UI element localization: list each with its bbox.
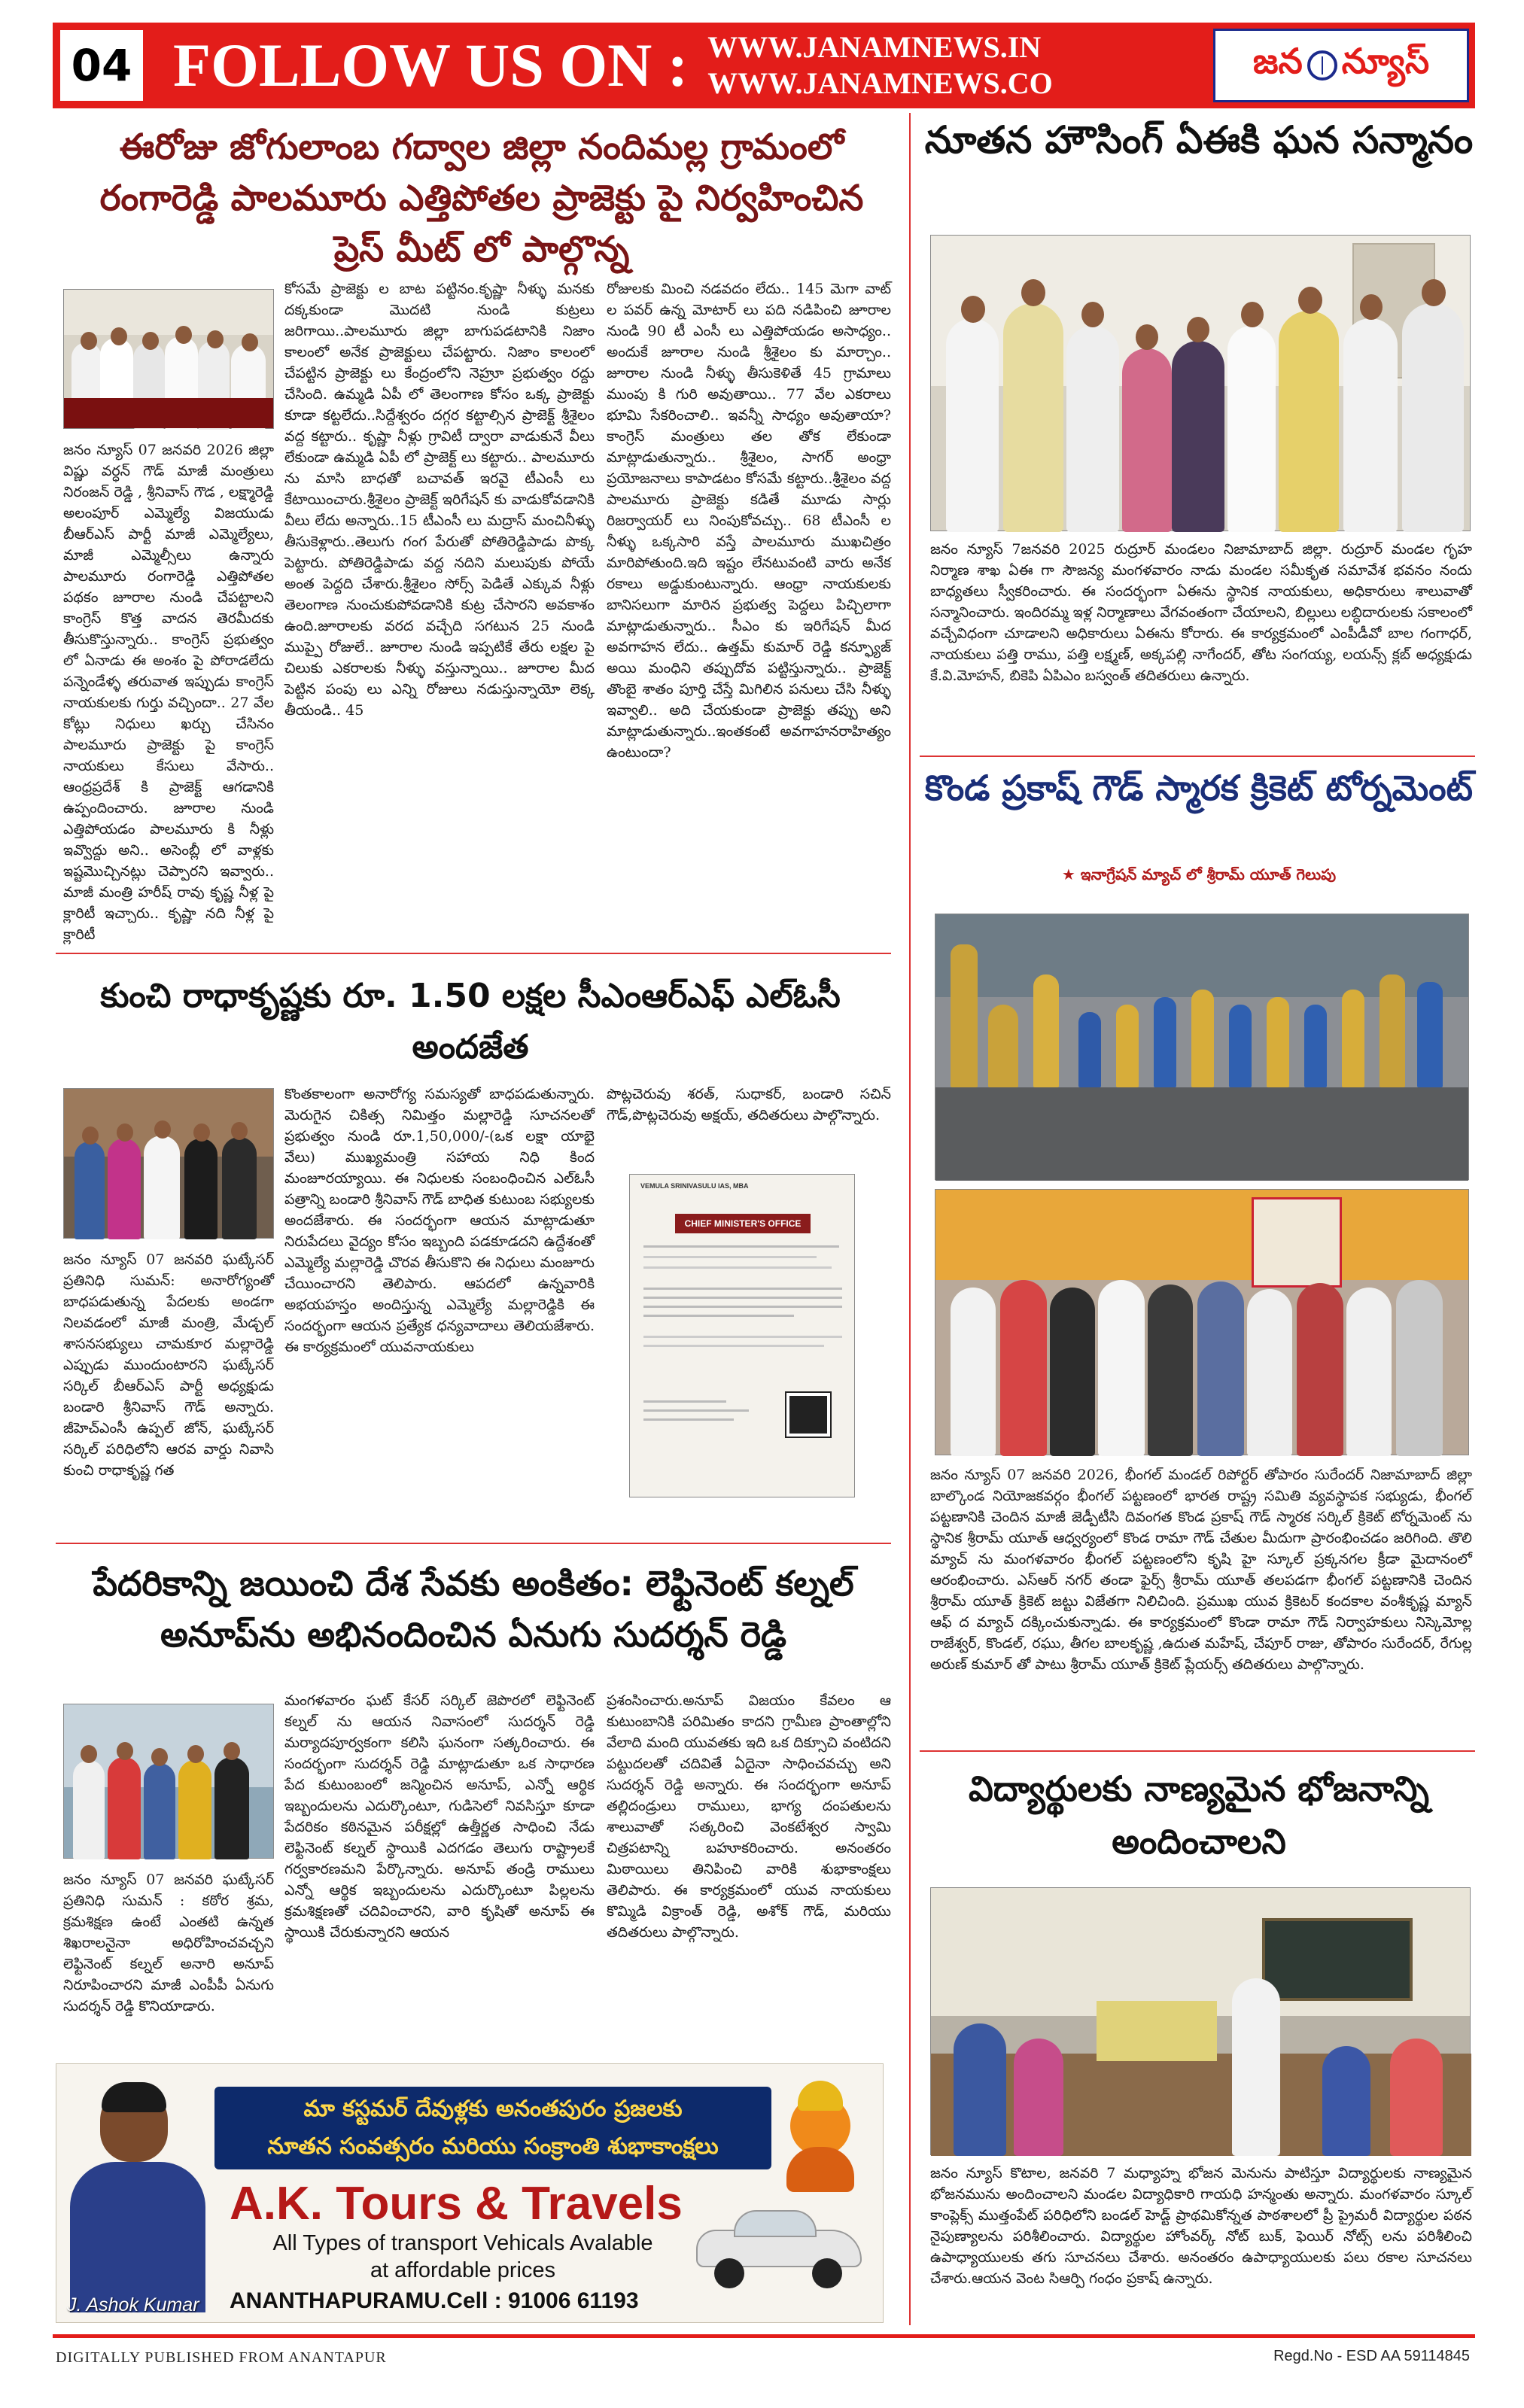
ad-tagline-2: at affordable prices bbox=[370, 2258, 556, 2282]
janam-news-logo bbox=[1213, 29, 1469, 102]
qr-code-icon bbox=[786, 1393, 830, 1437]
letter-heading: CHIEF MINISTER'S OFFICE bbox=[675, 1214, 811, 1233]
right3-caption: జనం న్యూస్ కొటాల, జనవరి 7 మధ్యాహ్న భోజన మెనును పాటిస్తూ విద్యార్థులకు నాణ్యమైన భోజనమును అందించాలని మండల విద్యాధికారి గాయధి హన్మంతు అన్నారు. మంగళవారం స్కూల్ కాంప్లెక్స్ ముత్తంపేట్ పరిధిలోని బండల్ హెడ్ట్ ప్రాథమికోన్నత పాఠశాలలో ప్రీ ప్రైమరీ విద్యార్థుల పఠన నైపుణ్యాలను పరిశీలించారు. విద్యార్థుల హోంవర్క్ నోట్ బుక్, ఫెయిర్ నోట్స్ లను పరిశీలించి ఉపాధ్యాయులకు తగు సూచనలు చేశారు. అనంతరం ఉపాధ్యాయులకు పలు రకాల సూచనలు చేశారు.ఆయన వెంట సిఆర్పి గంధం ప్రకాష్ ఉన్నారు. bbox=[930, 2165, 1472, 2287]
article2-cmrf-handover-photo bbox=[63, 1088, 274, 1239]
right1-housing-ae-felicitation-photo bbox=[930, 235, 1471, 531]
footer-publisher: DIGITALLY PUBLISHED FROM ANANTAPUR bbox=[56, 2349, 387, 2366]
article1-col3: రోజులకు మించి నడవదం లేదు.. 145 మెగా వాట్ ల పవర్ ఉన్న మోటార్ లు పది నడిపించి జూరాల నుండి 90 టీ ఎంసీ లు ఎత్తిపోయడం అసాధ్యం.. అందుకే జూరాల నుండి శ్రీశైలం కు మార్చాం.. జూరాల నుండి నీళ్ళు తీసుకెళితే 45 గ్రామాలు ముంపు కి గురి అవుతాయి.. 77 వేల ఎకరాలు భూమి సేకరించాలి.. ఇవన్నీ సాధ్యం అవుతాయా?కాంగ్రెస్ మంత్రులు తల తోక లేకుండా మాట్లాడుతున్నారు.. శ్రీశైలం, సాగర్ అంధ్రా ప్రయోజనాలు కాపాడటం కోసమే కట్టారు..శ్రీశైలం వద్ద పాలమూరు ప్రాజెక్టు కడితే మూడు సార్లు రిజర్వాయర్ లు నింపుకోవచ్చు.. 68 టీఎంసీ ల నీళ్ళు ఒక్కసారి వస్తే పాలమూరు ముఖచిత్రం మారిపోతుంది.ఇది ఇష్టం లేనటువంటి వారు అనేక రకాలు అడ్డుకుంటున్నారు. ఆంధ్రా నాయకులకు బానిసలుగా మారిన ప్రభుత్వ పెద్దలు పిచ్చిలాగా మాట్లాడుతున్నారు.. సీఎం కు ఇరిగేషన్ మీద అవగాహన లేదు.. ఉత్తమ్ కుమార్ రెడ్డి కన్ఫ్యూజ్ అయి మంధిని తప్పుదోవ పట్టిస్తున్నారు.. ప్రాజెక్ట్ తొంబై శాతం పూర్తి చేస్తే మిగిలిన పనులు చేసి నీళ్ళు ఇవ్వాలి.. అది చేయకుండా ప్రాజెక్టు తప్పు అని మాట్లాడుతున్నారు..ఇంతకంటే అవగాహనరాహిత్యం ఉంటుందా? bbox=[607, 281, 891, 761]
article3-felicitation-photo bbox=[63, 1704, 274, 1859]
letter-org: VEMULA SRINIVASULU IAS, MBA bbox=[640, 1182, 749, 1190]
logo-text-right: న్యూస్ bbox=[1341, 41, 1430, 81]
right1-headline: నూతన హౌసింగ్ ఏఈకి ఘన సన్మానం bbox=[924, 118, 1474, 162]
ad-greeting-banner bbox=[214, 2087, 771, 2169]
ashoka-chakra-icon bbox=[1307, 50, 1337, 81]
article3-headline: పేదరికాన్ని జయించి దేశ సేవకు అంకితం: లెఫ్టినెంట్ కల్నల్ అనూప్‌ను అభినందించిన ఏనుగు సుదర్శన్ రెడ్డి bbox=[93, 1563, 854, 1655]
right3-headline: విద్యార్థులకు నాణ్యమైన భోజనాన్ని అందించాలని bbox=[969, 1768, 1429, 1862]
ak-tours-advertisement[interactable] bbox=[56, 2063, 884, 2323]
right3-classroom-photo bbox=[930, 1887, 1471, 2155]
ad-tagline-1: All Types of transport Vehicals Avalable bbox=[272, 2231, 653, 2255]
website-url-in[interactable]: WWW.JANAMNEWS.IN bbox=[707, 30, 1042, 64]
article1-col2: కోసమే ప్రాజెక్టు ల బాట పట్టినం.కృష్ణా నీళ్ళు మనకు దక్కకుండా మొదటి నుండి కుట్రలు జరిగాయి..పాలమూరు జిల్లా బాగుపడటానికి నిజాం కాలంలో అనేక ప్రాజెక్టులు చేపట్టారు. నిజాం కాలంలో చేపట్టిన ప్రాజెక్టు లు కేంద్రంలోని నెహ్రూ ప్రభుత్వం రద్దు చేసింది. ఉమ్మడి ఏపీ లో తెలంగాణ కోసం ఒక్క ప్రాజెక్టు కూడా కట్టలేదు..సిద్దేశ్వరం దగ్గర కట్టాల్సిన ప్రాజెక్ట్ శ్రీశైలం వద్ద కట్టారు.. కృష్ణా నీళ్లు గ్రావిటీ ద్వారా వాడుకునే వీలు లేకుండా ఉమ్మడి ఏపీ లో ప్రాజెక్ట్ లు కట్టారు.. పాలమూరు ను మాసి బాధతో బచావత్ ఇరవై టీఎంసీ లు కేటాయించారు.శ్రీశైలం ప్రాజెక్ట్ ఇరిగేషన్ కు వాడుకోవడానికి వీలు లేదు అన్నారు..15 టీఎంసీ లు మద్రాస్ మంచినీళ్ళు తీసుకెళ్లారు..తెలుగు గంగ పేరుతో పోతిరెడ్డిపాడు పొక్క పెట్టారు. పోతిరెడ్డిపాడు వద్ద నదిని మలుపుకు పోయే అంత పెద్దది చేశారు.శ్రీశైలం సోర్స్ పెడితే ఎక్కువ నీళ్లు తెలంగాణ నుంచుకుపోవడానికి కుట్ర చేసారని అవకాశం ఉంది.జూరాలకు వరద వచ్చేది సగటున 25 నుండి ముప్పై రోజులే.. జూరాల నుండి ఇప్పటికే తేరు లక్షల పై చిలుకు ఎకరాలకు నీళ్ళు వస్తున్నాయి.. జూరాల మీద పెట్టిన పంపు లు ఎన్ని రోజులు నడుస్తున్నాయో లెక్క తీయండి.. 45 bbox=[284, 281, 595, 719]
follow-us-label: FOLLOW US ON : bbox=[173, 31, 689, 99]
ganesha-icon bbox=[779, 2081, 862, 2194]
ad-phone-number[interactable]: ANANTHAPURAMU.Cell : 91006 61193 bbox=[230, 2288, 639, 2313]
section-divider bbox=[920, 756, 1475, 757]
website-url-co[interactable]: WWW.JANAMNEWS.CO bbox=[707, 66, 1053, 100]
website-urls bbox=[707, 29, 1053, 102]
article3-col2: మంగళవారం ఘట్ కేసర్ సర్కిల్ జెపొరలో లెఫ్టినెంట్ కల్నల్ ను ఆయన నివాసంలో సుదర్శన్ రెడ్డి మర్యాదపూర్వకంగా కలిసి ఘనంగా సత్కరించారు. ఈ సందర్భంగా సుదర్శన్ రెడ్డి మాట్లాడుతూ ఒక సాధారణ పేద కుటుంబంలో జన్మించిన అనూప్, ఎన్నో ఆర్థిక ఇబ్బందులను ఎదుర్కొంటూ, గుడిసెలో నివసిస్తూ కూడా పేదరికం కఠినమైన పరీక్షల్లో ఉత్తీర్ణత సాధించి నేడు లెఫ్టినెంట్ కల్నల్ స్థాయికి ఎదగడం తెలుగు రాష్ట్రాలకే గర్వకారణమని పేర్కొన్నారు. అనూప్ తండ్రి రాములు ఎన్నో ఆర్థిక ఇబ్బందులను ఎదుర్కొంటూ పిల్లలను క్రమశిక్షణతో చదివించారని, వారి కృషితో అనూప్ ఈ స్థాయికి చేరుకున్నారని ఆయన bbox=[284, 1692, 595, 1941]
footer-rule bbox=[53, 2334, 1475, 2338]
right2-cricket-team-photo bbox=[935, 1189, 1469, 1455]
masthead-banner bbox=[53, 23, 1475, 108]
section-divider bbox=[920, 1750, 1475, 1752]
advertiser-name: J. Ashok Kumar bbox=[67, 2294, 199, 2315]
footer-registration: Regd.No - ESD AA 59114845 bbox=[1273, 2348, 1470, 2364]
section-divider bbox=[56, 953, 891, 954]
ad-greeting-line-1: మా కస్టమర్ దేవుళ్లకు అనంతపురం ప్రజలకు bbox=[303, 2096, 683, 2122]
right1-caption: జనం న్యూస్ 7జనవరి 2025 రుద్రూర్ మండలం నిజామాబాద్ జిల్లా. రుద్రూర్ మండల గృహ నిర్మాణ శాఖ ఏఈ గా సౌజన్య మంగళవారం నాడు మండల సమీకృత సమావేశ భవనం నందు బాధ్యతలు స్వీకరించారు. ఈ సందర్భంగా ఏఈను స్థానిక నాయకులు, అధికారులు శాలువాతో సన్మానించారు. ఇందిరమ్మ ఇళ్ల నిర్మాణాలు వేగవంతంగా చేయాలని, బిల్లులు లబ్ధిదారులకు సకాలంలో వచ్చేవిధంగా చూడాలని అధికారులు ఏఈను కోరారు. ఈ కార్యక్రమంలో ఎంపీడీవో బాల గంగాధర్, నాయకులు పత్తి రాము, పత్తి లక్ష్మణ్, అక్కపల్లి నాగేందర్, తోట సంగయ్య, లయన్స్ క్లబ్ అధ్యక్షుడు కే.వి.మోహన్, బికెపి ఏపిఎం బస్వంత్ తదితరులు ఉన్నారు. bbox=[930, 541, 1472, 684]
right2-trophies-photo bbox=[935, 914, 1469, 1180]
article2-col2: కొంతకాలంగా అనారోగ్య సమస్యతో బాధపడుతున్నారు. మెరుగైన చికిత్స నిమిత్తం మల్లారెడ్డి సూచనలతో ప్రభుత్వం నుండి రూ.1,50,000/-(ఒక లక్షా యాభై వేలు) ముఖ్యమంత్రి సహాయ నిధి కింద మంజూరయ్యాయి. ఈ నిధులకు సంబంధించిన ఎల్ఓసీ పత్రాన్ని బండారి శ్రీనివాస్ గౌడ్ బాధిత కుటుంబ సభ్యులకు అందజేశారు. ఈ సందర్భంగా ఆయన మాట్లాడుతూ నిరుపేదలు వైద్యం కోసం ఇబ్బంది పడకూడదని ఉద్దేశంతో ఎమ్మెల్యే మల్లారెడ్డి చొరవ తీసుకొని ఈ నిధులు మంజూరు చేయించారని తెలిపారు. ఆపదలో ఉన్నవారికి అభయహస్తం అందిస్తున్న ఎమ్మెల్యే మల్లారెడ్డికి ఈ సందర్భంగా ఆయన ప్రత్యేక ధన్యవాదాలు తెలియజేశారు. ఈ కార్యక్రమంలో యువనాయకులు bbox=[284, 1086, 595, 1355]
ad-greeting-line-2: నూతన సంవత్సరం మరియు సంక్రాంతి శుభాకాంక్షలు bbox=[267, 2133, 719, 2160]
right2-headline: కొండ ప్రకాష్ గౌడ్ స్మారక క్రికెట్ టోర్నమెంట్ bbox=[924, 768, 1474, 808]
article2-headline: కుంచి రాధాకృష్ణకు రూ. 1.50 లక్షల సీఎంఆర్ఎఫ్ ఎల్ఓసీ అందజేత bbox=[100, 977, 841, 1066]
page-number: 04 bbox=[60, 30, 143, 101]
advertiser-photo bbox=[70, 2079, 205, 2312]
article2-col1: జనం న్యూస్ 07 జనవరి ఘట్కేసర్ ప్రతినిధి సుమన్: అనారోగ్యంతో బాధపడుతున్న పేదలకు అండగా నిలవడంలో మాజీ మంత్రి, మేడ్చల్ శాసనసభ్యులు చామకూర మల్లారెడ్డి ఎప్పుడు ముందుంటారని ఘట్కేసర్ సర్కిల్ బీఆర్ఎస్ పార్టీ అధ్యక్షుడు బండారి శ్రీనివాస్ గౌడ్ అన్నారు. జీహెచ్ఎంసీ ఉప్పల్ జోన్, ఘట్కేసర్ సర్కిల్ పరిధిలోని ఆరవ వార్డు నివాసి కుంచి రాధాకృష్ణ గత bbox=[63, 1251, 274, 1479]
ad-business-title: A.K. Tours & Travels bbox=[230, 2178, 683, 2230]
article2-col3: పొట్లచెరువు శరత్, సుధాకర్, బండారి సచిన్ గౌడ్,పొట్లచెరువు అక్షయ్, తదితరులు పాల్గొన్నారు. bbox=[607, 1086, 891, 1123]
section-divider bbox=[56, 1543, 891, 1544]
right2-subhead: ★ ఇనాగ్రేషన్ మ్యాచ్ లో శ్రీరామ్ యూత్ గెలుపు bbox=[1061, 865, 1337, 883]
right2-caption: జనం న్యూస్ 07 జనవరి 2026, భీంగల్ మండల్ రిపోర్టర్ తోపారం సురేందర్ నిజామాబాద్ జిల్లా బాల్కొండ నియోజకవర్గం భీంగల్ పట్టణంలో భారత రాష్ట్ర సమితి వ్యవస్థాపక సభ్యుడు, భీంగల్ పట్టణానికి చెందిన మాజీ జెడ్పీటీసి దివంగత కొండ ప్రకాష్ గౌడ్ స్మారక సర్కిల్ క్రికెట్ టోర్నమెంట్ ను స్థానిక శ్రీరామ్ యూత్ ఆధ్వర్యంలో కొండ రామా గౌడ్ చేతుల మీదుగా ప్రారంభించడం జరిగింది. తొలి మ్యాచ్ ను మంగళవారం భీంగల్ పట్టణంలోని కృషి హై స్కూల్ ప్రక్కనగల క్రీడా మైదానంలో ఆరంభించారు. ఎస్ఆర్ నగర్ తండా ఫైర్స్ శ్రీరామ్ యూత్ తలపడగా భీంగల్ పట్టణానికి చెందిన శ్రీరామ్ యూత్ క్రికెట్ జట్టు విజేతగా నిలిచింది. ప్రముఖ యువ క్రికెటర్ కందకాల వంశీకృష్ణ మ్యాన్ ఆఫ్ ద మ్యాచ్ దక్కించుకున్నాడు. ఈ కార్యక్రమంలో కొండా రామా గౌడ్ నిర్వాహకులు నిస్కెమోల్ల రాజేశ్వర్, కొండల్, రఘు, తీగల బాలకృష్ణ ,ఉదుత మహేష్, చేపూర్ రాజు, తోపారం సురేందర్, రేగుల్ల అరుణ్ కుమార్ తో పాటు శ్రీరామ్ యూత్ క్రికెట్ ప్లేయర్స్ తదితరులు పాల్గొన్నారు. bbox=[930, 1467, 1472, 1673]
column-divider bbox=[909, 113, 911, 2325]
article1-col1: జనం న్యూస్ 07 జనవరి 2026 జిల్లా విష్ణు వర్ధన్ గౌడ్ మాజీ మంత్రులు నిరంజన్ రెడ్డి , శ్రీనివాస్ గౌడ , లక్ష్మారెడ్డి అలంపూర్ ఎమ్మెల్యే విజయుడు బీఆర్ఎస్ పార్టీ మాజీ ఎమ్మెల్యేలు, మాజీ ఎమ్మెల్సీలు ఉన్నారు పాలమూరు రంగారెడ్డి ఎత్తిపోతల పథకం జూరాల నుండి చేపట్టాలని కాంగ్రెస్ కొత్త వాదన తెరమీదకు తీసుకొస్తున్నారు.. కాంగ్రెస్ ప్రభుత్వం లో ఏనాడు ఈ అంశం పై పోరాడలేదు పన్నెండేళ్ళ తరువాత ఇప్పుడు కాంగ్రెస్ నాయకులకు గుర్తు వచ్చిందా.. 27 వేల కోట్లు నిధులు ఖర్చు చేసినం పాలమూరు ప్రాజెక్టు పై కాంగ్రెస్ నాయకులు కేసులు వేసారు.. ఆంధ్రప్రదేశ్ కి ప్రాజెక్ట్ ఆగడానికి ఉప్పందించారు. జూరాల నుండి ఎత్తిపోయడం పాలమూరు కి నీళ్లు ఇవ్వొద్దు అని.. అసెంబ్లీ లో వాళ్లకు ఇష్టమొచ్చినట్లు చెప్పారని ఇవ్వారు.. మాజీ మంత్రి హరీష్ రావు కృష్ణ నీళ్ల పై క్లారిటీ ఇచ్చారు.. కృష్ణా నది నీళ్ల పై క్లారిటీ bbox=[63, 442, 274, 943]
car-icon bbox=[689, 2200, 869, 2290]
article3-col1: జనం న్యూస్ 07 జనవరి ఘట్కేసర్ ప్రతినిధి సుమన్ : కఠోర శ్రమ, క్రమశిక్షణ ఉంటే ఎంతటి ఉన్నత శిఖరాలనైనా అధిరోహించవచ్చని లెఫ్టినెంట్ కల్నల్ అనారి అనూప్ నిరూపించారని మాజీ ఎంపీపీ ఏనుగు సుదర్శన్ రెడ్డి కొనియాడారు. bbox=[63, 1871, 274, 2014]
article3-col3: ప్రశంసించారు.అనూప్ విజయం కేవలం ఆ కుటుంబానికి పరిమితం కాదని గ్రామీణ ప్రాంతాల్లోని వేలాది మంది యువతకు ఇది ఒక దిక్సూచి వంటిదని పట్టుదలతో చదివితే ఏదైనా సాధించవచ్చు అని సుదర్శన్ రెడ్డి అన్నారు. ఈ సందర్భంగా అనూప్ తల్లిదండ్రులు రాములు, భాగ్య దంపతులను శాలువాతో సత్కరించి వెంకటేశ్వర స్వామి చిత్రపటాన్ని బహూకరించారు. అనంతరం మిఠాయిలు తినిపించి వారికి శుభాకాంక్షలు తెలిపారు. ఈ కార్యక్రమంలో యువ నాయకులు కొమ్మిడి విక్రాంత్ రెడ్డి, అశోక్ గౌడ్, మరియు తదితరులు పాల్గొన్నారు. bbox=[607, 1692, 891, 1941]
article2-cmo-letter-image bbox=[629, 1174, 855, 1497]
article1-press-meet-photo bbox=[63, 289, 274, 429]
logo-text-left: జన bbox=[1252, 41, 1303, 81]
article1-headline: ఈరోజు జోగులాంబ గద్వాల జిల్లా నందిమల్ల గ్రామంలో రంగారెడ్డి పాలమూరు ఎత్తిపోతల ప్రాజెక్టు పై నిర్వహించిన ప్రెస్ మీట్ లో పాల్గొన్న bbox=[99, 126, 864, 270]
